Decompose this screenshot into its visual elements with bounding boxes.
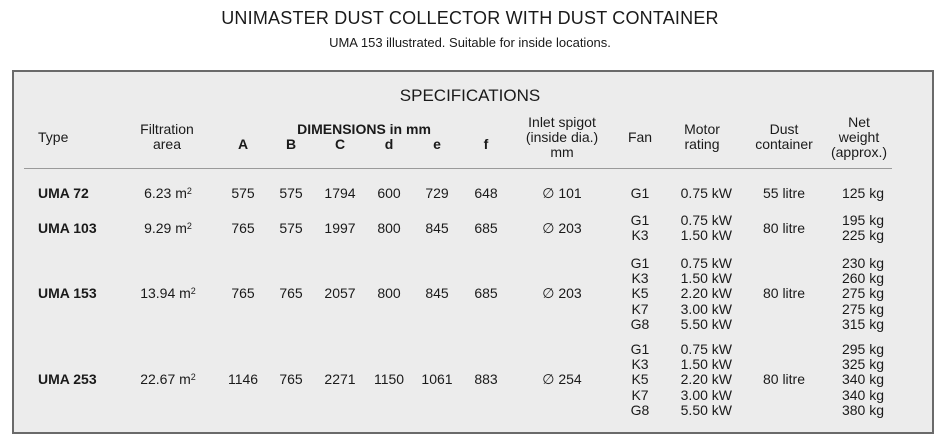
document-title: UNIMASTER DUST COLLECTOR WITH DUST CONTAINER <box>221 8 719 28</box>
row-dim-C: 2271 <box>324 371 356 388</box>
row-fan: K3 <box>631 270 649 287</box>
row-filtration-area-value: 6.23 m <box>144 185 187 201</box>
row-dim-A: 765 <box>231 285 255 302</box>
header-inlet-line3: mm <box>550 144 574 160</box>
header-dimensions: DIMENSIONS in mm <box>297 121 431 137</box>
row-fan: G1 <box>630 212 650 228</box>
row-dim-C: 1794 <box>324 185 356 201</box>
row-motor-rating: 3.00 kW <box>680 386 732 403</box>
row-net-weight: 260 kg <box>841 270 884 287</box>
header-type: Type <box>38 129 69 145</box>
row-net-weight: 340 kg <box>841 386 884 403</box>
row-fan: K7 <box>631 300 649 317</box>
row-fan: G1 <box>630 255 650 271</box>
row-filtration-area-unit-power: 2 <box>190 286 196 297</box>
header-dim-C: C <box>334 136 346 152</box>
header-dim-f: f <box>483 136 489 152</box>
row-fan: G1 <box>630 341 650 357</box>
row-dim-A: 1146 <box>227 371 259 388</box>
row-filtration-area-unit-power: 2 <box>186 220 192 231</box>
row-dim-f: 648 <box>474 185 498 201</box>
row-dim-f: 685 <box>474 285 498 302</box>
row-inlet-spigot: ∅ 203 <box>542 285 582 302</box>
row-net-weight: 380 kg <box>841 401 884 418</box>
row-dim-d: 600 <box>377 185 401 201</box>
header-motor-line1: Motor <box>684 121 720 137</box>
row-motor-rating: 2.20 kW <box>680 371 732 388</box>
header-dust-container <box>755 122 813 152</box>
header-dim-d: d <box>384 136 394 152</box>
row-dim-e: 845 <box>425 285 449 302</box>
row-dust-container: 80 litre <box>762 371 806 388</box>
row-dim-d: 800 <box>377 285 401 302</box>
row-type: UMA 103 <box>38 219 97 236</box>
row-dim-B: 575 <box>279 185 303 201</box>
row-type: UMA 72 <box>38 185 89 201</box>
row-filtration-area <box>144 186 192 201</box>
row-filtration-area <box>140 286 196 301</box>
row-net-weight: 230 kg <box>841 255 884 271</box>
row-motor-rating: 0.75 kW <box>680 212 732 228</box>
row-dim-A: 765 <box>231 219 255 236</box>
row-type: UMA 153 <box>38 285 97 302</box>
row-inlet-spigot: ∅ 101 <box>542 185 582 201</box>
header-filtration-line2: area <box>152 136 182 152</box>
header-fan: Fan <box>627 129 653 145</box>
header-dim-B: B <box>285 136 297 152</box>
document-subtitle: UMA 153 illustrated. Suitable for inside locations. <box>329 35 611 50</box>
row-motor-rating: 2.20 kW <box>680 285 732 302</box>
header-net-line2: weight <box>838 129 880 145</box>
row-net-weight: 275 kg <box>841 300 884 317</box>
header-motor <box>684 122 720 152</box>
row-net-weight: 275 kg <box>841 285 884 302</box>
row-dim-B: 765 <box>279 371 303 388</box>
row-fan: K7 <box>631 386 649 403</box>
row-dim-B: 765 <box>279 285 303 302</box>
row-net-weight: 225 kg <box>841 227 884 244</box>
row-motor-rating: 0.75 kW <box>680 341 732 357</box>
header-filtration-line1: Filtration <box>140 121 194 137</box>
row-fan: K3 <box>631 227 649 244</box>
header-inlet-line1: Inlet spigot <box>528 114 596 130</box>
row-dim-f: 883 <box>474 371 498 388</box>
row-fan: G8 <box>630 315 650 332</box>
row-net-weight: 295 kg <box>841 341 884 357</box>
specifications-title: SPECIFICATIONS <box>399 86 541 105</box>
row-filtration-area <box>140 372 196 387</box>
row-fan: G1 <box>630 185 650 201</box>
header-dust-line2: container <box>755 136 813 152</box>
row-motor-rating: 0.75 kW <box>680 255 732 271</box>
header-dim-A: A <box>237 136 249 152</box>
row-dim-d: 800 <box>377 219 401 236</box>
row-inlet-spigot: ∅ 203 <box>542 219 582 236</box>
row-dim-e: 845 <box>425 219 449 236</box>
row-filtration-area-unit-power: 2 <box>186 186 192 196</box>
row-dim-e: 1061 <box>421 371 453 388</box>
row-filtration-area-value: 9.29 m <box>144 219 187 236</box>
row-net-weight: 325 kg <box>841 356 884 373</box>
row-dim-f: 685 <box>474 219 498 236</box>
row-dim-d: 1150 <box>373 371 405 388</box>
header-motor-line2: rating <box>684 136 720 152</box>
row-fan: G8 <box>630 401 650 418</box>
header-net-weight <box>831 115 887 160</box>
row-dust-container: 55 litre <box>762 185 806 201</box>
row-net-weight: 315 kg <box>841 315 884 332</box>
row-motor-rating: 5.50 kW <box>680 401 732 418</box>
header-inlet-line2: (inside dia.) <box>525 129 599 145</box>
header-net-line1: Net <box>848 114 870 130</box>
row-dim-C: 1997 <box>324 219 356 236</box>
row-type: UMA 253 <box>38 371 97 388</box>
row-motor-rating: 3.00 kW <box>680 300 732 317</box>
row-filtration-area-value: 13.94 m <box>140 285 191 302</box>
row-filtration-area-unit-power: 2 <box>190 372 196 383</box>
row-motor-rating: 5.50 kW <box>680 315 732 332</box>
row-dust-container: 80 litre <box>762 219 806 236</box>
row-net-weight: 195 kg <box>841 212 884 228</box>
row-fan: K5 <box>631 285 649 302</box>
row-filtration-area-value: 22.67 m <box>140 371 191 388</box>
header-dust-line1: Dust <box>769 121 799 137</box>
row-dust-container: 80 litre <box>762 285 806 302</box>
row-net-weight: 340 kg <box>841 371 884 388</box>
row-filtration-area <box>144 221 192 236</box>
row-dim-B: 575 <box>279 219 303 236</box>
header-dim-e: e <box>433 136 441 152</box>
row-dim-C: 2057 <box>324 285 356 302</box>
header-net-line3: (approx.) <box>830 144 888 160</box>
row-motor-rating: 1.50 kW <box>680 227 732 244</box>
header-filtration <box>140 122 194 152</box>
header-inlet <box>526 115 598 160</box>
row-inlet-spigot: ∅ 254 <box>542 371 582 388</box>
row-fan: K5 <box>631 371 649 388</box>
header-divider <box>24 168 892 169</box>
row-net-weight: 125 kg <box>841 185 884 201</box>
row-motor-rating: 0.75 kW <box>680 185 732 201</box>
row-dim-e: 729 <box>425 185 449 201</box>
row-dim-A: 575 <box>231 185 255 201</box>
row-motor-rating: 1.50 kW <box>680 356 732 373</box>
row-motor-rating: 1.50 kW <box>680 270 732 287</box>
row-fan: K3 <box>631 356 649 373</box>
